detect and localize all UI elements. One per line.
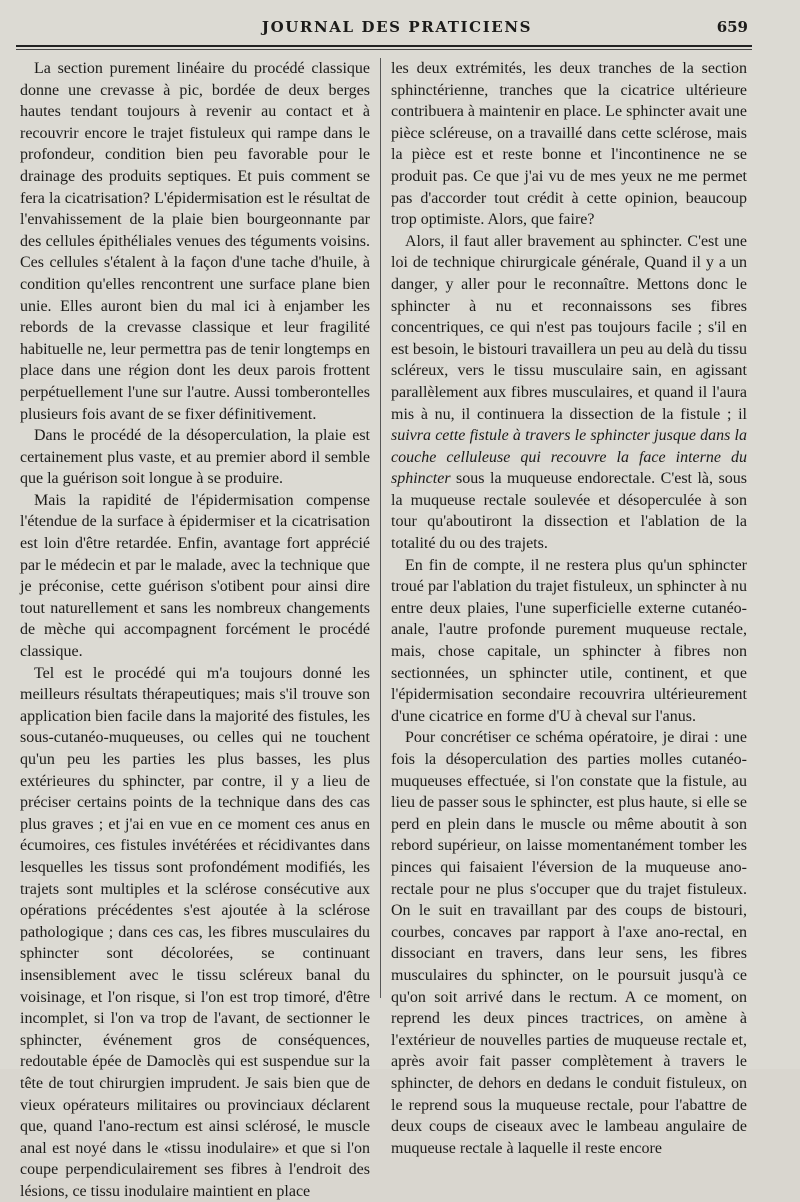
header-rule-thick — [16, 45, 752, 47]
left-column — [20, 58, 370, 1200]
running-header — [14, 12, 780, 38]
italic-passage: suivra cette fistule à travers le sphincter jusque dans la couche celluleuse qui recouvre la face interne du sphincter — [391, 427, 747, 488]
paragraph: Mais la rapidité de l'épidermisation compense l'étendue de la surface à épidermiser et la cicatrisation est loin d'être retardée. Enfin, avantage fort apprécié par le médecin et par le malade, avec la technique que je préconise, cette guérison s'otibent pour ainsi dire tout naturellement et sans les nombreux changements de mèche qui accompagnent forcément le procédé classique. — [20, 491, 370, 661]
column-divider — [380, 58, 381, 998]
paragraph: La section purement linéaire du procédé classique donne une crevasse à pic, bordée de deux berges hautes tendant toujours à revenir au contact et à recouvrir encore le trajet fistuleux qui rampe dans le profondeur, condition bien peu favorable pour le drainage des produits septiques. Et puis comment se fera la cicatrisation? L'épidermisation est le résultat de l'envahissement de la plaie bien bourgeonnante par des cellules épithéliales venues des téguments voisins. Ces cellules s'étalent à la façon d'une tache d'huile, à condition qu'elles rencontrent une surface plane bien unie. Elles auront bien du mal ici à enjamber les rebords de la crevasse classique et leur fragilité habituelle ne, leur permettra pas de tenir longtemps en place dans une région dont les deux parois frottent perpétuellement l'une sur l'autre. Aussi tomberontelles plusieurs fois avant de se fixer définitivement. — [20, 60, 370, 423]
page-number: 659 — [716, 18, 748, 36]
journal-title: JOURNAL DES PRATICIENS — [261, 18, 533, 36]
paragraph — [391, 231, 747, 555]
paragraph: Pour concrétiser ce schéma opératoire, je dirai : une fois la désoperculation des parties molles cutanéo-muqueuses effectuée, si l'on constate que la fistule, au lieu de passer sous le sphincter, est plus haute, si elle se perd en plein dans le muscle ou même aboutit à son rebord supérieur, on laisse momentanément tomber les pinces qui faisaient l'éversion de la muqueuse ano-rectale pour ne plus s'occuper que du trajet fistuleux. On le suit en travaillant par des coups de bistouri, courbes, concaves par rapport à l'axe ano-rectal, en dissociant en travers, dans leur sens, les fibres musculaires du sphincter, on le poursuit jusqu'à ce qu'on soit arrivé dans le rectum. A ce moment, on reprend les deux pinces tractrices, on amène à l'extérieur de nouvelles parties de muqueuse rectale et, après avoir fait passer complètement à travers le sphincter, de dehors en dedans le conduit fistuleux, on le reprend sous la muqueuse rectale, pour l'abattre de deux coups de ciseaux avec le lambeau angulaire de muqueuse rectale à laquelle il reste encore — [391, 729, 747, 1157]
paragraph: Dans le procédé de la désoperculation, la plaie est certainement plus vaste, et au premier abord il semble que la guérison soit longue à se produire. — [20, 427, 370, 488]
paragraph: En fin de compte, il ne restera plus qu'un sphincter troué par l'ablation du trajet fistuleux, un sphincter à nu entre deux plaies, l'une superficielle externe cutanéo-anale, l'autre profonde purement muqueuse rectale, mais, chose capitale, un sphincter à fibres non sectionnées, un sphincter utile, continent, et que l'épidermisation secondaire recouvrira ultérieurement d'une cicatrice en forme d'U à cheval sur l'anus. — [391, 556, 747, 725]
paragraph: les deux extrémités, les deux tranches de la section sphinctérienne, tranches que la cicatrice ultérieure contribuera à maintenir en place. Le sphincter avait une pièce scléreuse, on a travaillé dans cette sclérose, mais la pièce est et reste bonne et l'incontinence ne se produit pas. Ce que j'ai vu de mes yeux ne me permet pas d'accorder tout crédit à cette opinion, beaucoup trop optimiste. Alors, que faire? — [391, 60, 747, 229]
paragraph: Tel est le procédé qui m'a toujours donné les meilleurs résultats thérapeutiques; mais s'il trouve son application bien facile dans la majorité des fistules, les sous-cutanéo-muqueuses, ou celles qui ne touchent qu'un peu les parties les plus basses, les plus extérieures du sphincter, par contre, il y a lieu de préciser certains points de la technique dans des cas plus graves ; et j'ai en vue en ce moment ces anus en écumoires, ces fistules invétérées et récidivantes dans lesquelles les tissus sont profondément modifiés, les trajets sont multiples et la sclérose consécutive aux opérations précédentes s'est ajoutée à la sclérose pathologique ; dans ces cas, les fibres musculaires du sphincter sont décolorées, se continuant insensiblement avec le tissu scléreux banal du voisinage, et l'on risque, si l'on est trop timoré, d'être incomplet, si l'on va trop de l'avant, de sectionner le sphincter, événement gros de conséquences, redoutable épée de Damoclès qui est suspendue sur la tête de tout chirurgien imprudent. Je sais bien que de vieux opérateurs militaires ou provinciaux déclarent que, quand l'ano-rectum est ainsi sclérosé, le muscle anal est noyé dans le «tissu inodulaire» et que si l'on coupe perpendiculairement ses fibres à l'endroit des lésions, ce tissu inodulaire maintient en place — [20, 664, 370, 1200]
header-rule-thin — [16, 49, 752, 50]
paragraph-text: sous la muqueuse endorectale. C'est là, sous la muqueuse rectale soulevée et désoperculée à son tour qu'aboutiront la dissection et l'ablation de la totalité du ou des trajets. — [391, 470, 747, 553]
right-column — [391, 58, 747, 1157]
paragraph-text: Alors, il faut aller bravement au sphincter. C'est une loi de technique chirurgicale générale, Quand il y a un danger, y aller pour le reconnaître. Mettons donc le sphincter à nu et reconnaissons ses fibres concentriques, ce qui n'est pas toujours facile ; s'il en est besoin, le bistouri travaillera un peu au delà du tissu scléreux, vers le tissu musculaire sain, en agissant parallèlement aux fibres musculaires, et quand il l'aura mis à nu, il continuera la dissection de la fistule ; il — [391, 232, 747, 423]
